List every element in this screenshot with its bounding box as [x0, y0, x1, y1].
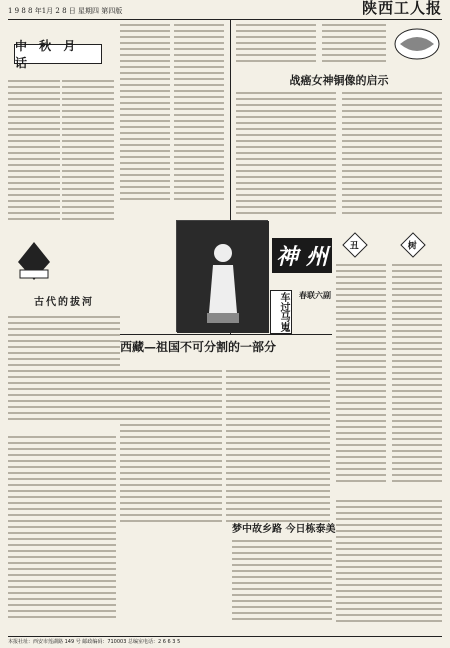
body-text-block — [342, 92, 442, 222]
body-text-block — [236, 24, 316, 68]
body-text-block — [336, 500, 442, 632]
decorative-heading-graphic — [392, 24, 442, 64]
date-line: 1 9 8 8 年1月 2 8 日 星期四 第四版 — [8, 7, 123, 15]
body-text-block — [232, 540, 332, 632]
section-mark — [342, 232, 367, 257]
body-text-block — [322, 24, 386, 68]
section-rule — [120, 334, 332, 335]
body-text-block — [174, 24, 224, 214]
body-text-block — [120, 24, 170, 214]
body-text-block — [62, 80, 114, 230]
cancer-goddess-title: 战癌女神铜像的启示 — [289, 74, 389, 87]
top-line — [8, 0, 442, 18]
masthead: 陕西工人报 — [361, 0, 442, 17]
column-logo — [14, 240, 54, 284]
body-text-block — [236, 92, 336, 222]
chou-label: 丑 — [350, 241, 360, 252]
photo-figure — [176, 220, 268, 332]
ancient-tug-title: 古代的拔河 — [34, 296, 94, 308]
mid-autumn-title: 中 秋 月 话 — [14, 44, 102, 64]
header-rule — [8, 19, 442, 20]
body-text-block — [120, 370, 222, 530]
body-text-block — [8, 80, 60, 230]
photo-caption: 神 州 — [272, 238, 332, 273]
section-mark — [400, 232, 425, 257]
body-text-block — [336, 264, 386, 494]
body-text-block — [8, 316, 120, 426]
tibet-headline: 西藏—祖国不可分割的一部分 — [120, 340, 277, 354]
shu-label: 树 — [408, 241, 418, 252]
body-text-block — [392, 264, 442, 494]
spring-couplets-title: 春联六副 — [299, 290, 331, 300]
body-text-block — [8, 436, 116, 630]
poem-title-vertical: 车过马嵬 — [270, 290, 292, 334]
footer: 本报社址：西安市莲湖路 149 号 邮政编码：710003 总编室电话：2 6 6 3 5 — [8, 636, 442, 646]
dream-headline: 梦中故乡路 今日栋泰美 — [232, 524, 336, 535]
body-text-block — [226, 370, 330, 530]
